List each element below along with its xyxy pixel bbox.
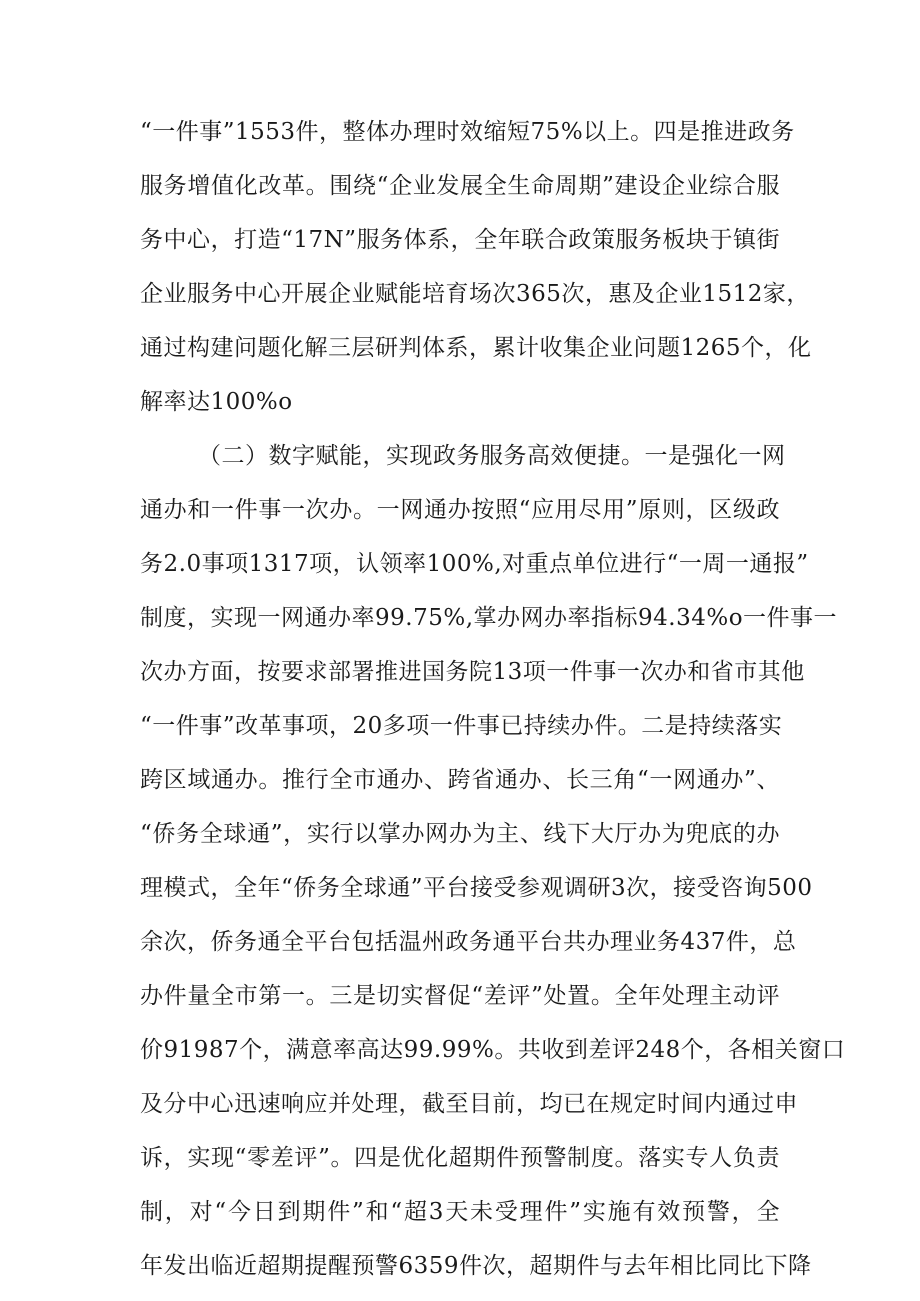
- text-line: 务2.0事项1317项，认领率100%,对重点单位进行“一周一通报”: [140, 551, 809, 577]
- text-line: 制度，实现一网通办率99.75%,掌办网办率指标94.34%o一件事一: [140, 605, 838, 631]
- text-line: 制，对“今日到期件”和“超3天未受理件”实施有效预警，全: [140, 1199, 780, 1225]
- text-line: 及分中心迅速响应并处理，截至目前，均已在规定时间内通过申: [140, 1091, 798, 1117]
- text-line: 跨区域通办。推行全市通办、跨省通办、长三角“一网通办”、: [140, 767, 780, 793]
- text-line: 次办方面，按要求部署推进国务院13项一件事一次办和省市其他: [140, 659, 805, 685]
- text-line: “一件事”改革事项，20多项一件事已持续办件。二是持续落实: [140, 713, 783, 739]
- text-line: 服务增值化改革。围绕“企业发展全生命周期”建设企业综合服: [140, 173, 780, 199]
- text-line-paragraph-start: （二）数字赋能，实现政务服务高效便捷。一是强化一网: [198, 443, 786, 469]
- text-line: “侨务全球通”，实行以掌办网办为主、线下大厅办为兜底的办: [140, 821, 780, 847]
- text-line: 年发出临近超期提醒预警6359件次，超期件与去年相比同比下降: [140, 1253, 812, 1279]
- text-line: 理模式，全年“侨务全球通”平台接受参观调研3次，接受咨询500: [140, 875, 813, 901]
- text-line: 通过构建问题化解三层研判体系，累计收集企业问题1265个，化: [140, 335, 812, 361]
- text-line: 诉，实现“零差评”。四是优化超期件预警制度。落实专人负责: [140, 1145, 780, 1171]
- text-line: 办件量全市第一。三是切实督促“差评”处置。全年处理主动评: [140, 983, 780, 1009]
- text-line: 价91987个，满意率高达99.99%。共收到差评248个，各相关窗口: [140, 1037, 846, 1063]
- text-line: “一件事”1553件，整体办理时效缩短75%以上。四是推进政务: [140, 119, 795, 145]
- text-line: 务中心，打造“17N”服务体系，全年联合政策服务板块于镇街: [140, 227, 780, 253]
- text-line-paragraph-end: 解率达100%o: [140, 389, 293, 415]
- text-line: 企业服务中心开展企业赋能培育场次365次，惠及企业1512家，: [140, 281, 810, 307]
- text-line: 通办和一件事一次办。一网通办按照“应用尽用”原则，区级政: [140, 497, 780, 523]
- text-line: 余次，侨务通全平台包括温州政务通平台共办理业务437件，总: [140, 929, 797, 955]
